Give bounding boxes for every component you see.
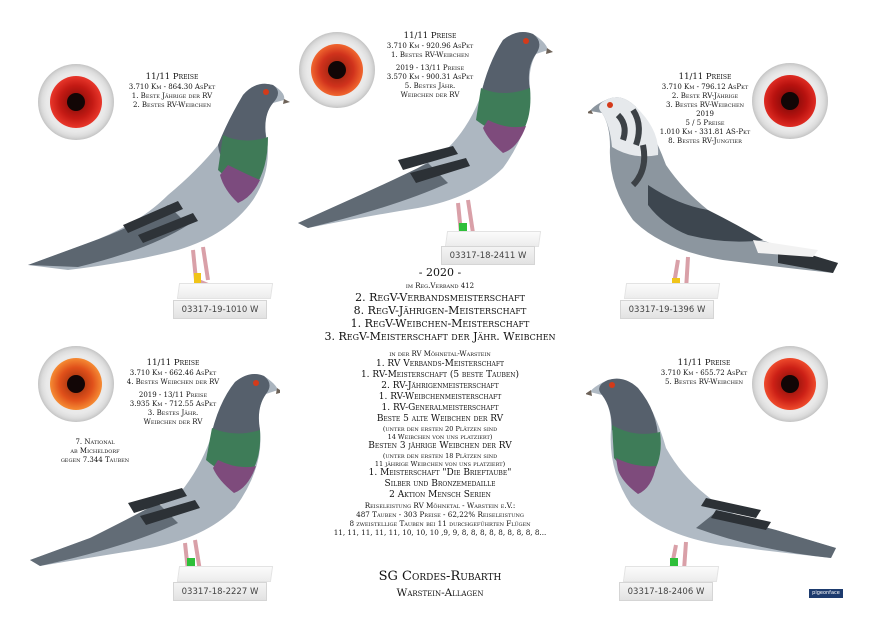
pigeon-3-ring-plate: 03317-19-1396 W (620, 300, 714, 319)
footer-line: Reiseleistung RV Möhnetal - Warstein e.V.: (364, 501, 516, 510)
pigeon-2-title: 11/11 Preise (403, 31, 457, 41)
pigeon-4-line: 4. Bestes Weibchen der RV (126, 378, 220, 386)
footer-line: 8 zweistellige Tauben bei 11 durchgeführten Flügen (349, 519, 531, 528)
pigeon-1-image (28, 75, 290, 305)
pigeon-3-line: 3. Bestes RV-Weibchen (666, 101, 744, 109)
pigeon-1-title: 11/11 Preise (145, 72, 199, 82)
pigeon-4-line: 2019 - 13/11 Preise (138, 391, 208, 399)
national-line: gegen 7.344 Tauben (60, 456, 130, 464)
pigeon-1-line: 1. Beste Jährige der RV (131, 92, 213, 100)
pigeon-4-line: 3.935 Km - 712.55 AsPkt (129, 400, 217, 408)
pigeon-1-ring-plate: 03317-19-1010 W (173, 300, 267, 319)
pigeon-4-line: Weibchen der RV (143, 418, 203, 426)
pigeon-5-ring-plate: 03317-18-2406 W (619, 582, 713, 601)
pigeon-5-image (586, 370, 836, 575)
pigeon-4-image (30, 368, 280, 578)
pigeon-2-line: 2019 - 13/11 Preise (395, 64, 465, 72)
pigeon-1-line: 2. Bestes RV-Weibchen (133, 101, 211, 109)
footer-line: 487 Tauben - 303 Preise - 62,22% Reiseleistung (356, 510, 524, 519)
pigeon-3-line: 5 / 5 Preise (685, 119, 725, 127)
best5-line: Beste 5 alte Weibchen der RV (376, 414, 504, 424)
year-heading: - 2020 - (418, 266, 462, 279)
pigeon-3-line: 3.710 Km - 796.12 AsPkt (661, 83, 749, 91)
pigeon-2-line: Weibchen der RV (400, 91, 460, 99)
pigeon-5-title: 11/11 Preise (677, 358, 731, 368)
pigeon-5-plate-top (623, 566, 719, 582)
reg-line: 1. RegV-Weibchen-Meisterschaft (350, 317, 530, 330)
pigeon-3-line: 8. Bestes RV-Jungtier (668, 137, 742, 145)
brieftaube-line: 1. Meisterschaft "Die Brieftaube" (368, 468, 512, 478)
pigeon-5-line: 3.710 Km - 655.72 AsPkt (660, 369, 748, 377)
reg-line: 3. RegV-Meisterschaft der Jähr. Weibchen (324, 330, 556, 343)
aktion-line: 2 Aktion Mensch Serien (389, 490, 491, 500)
rv-line: 2. RV-Jährigenmeisterschaft (381, 381, 499, 391)
pigeon-2-line: 3.570 Km - 900.31 AsPkt (386, 73, 474, 81)
best5-note: 14 Weibchen von uns platziert) (387, 433, 493, 441)
club-name: SG Cordes-Rubarth (378, 569, 502, 584)
pigeon-5-line: 5. Bestes RV-Weibchen (665, 378, 743, 386)
best3-note: 11 jährige Weibchen von uns platziert) (374, 460, 506, 468)
pigeon-4-line: 3. Bestes Jähr. (147, 409, 199, 417)
pigeon-4-title: 11/11 Preise (146, 358, 200, 368)
rv-line: 1. RV Verbands-Meisterschaft (375, 359, 505, 369)
best3-line: Besten 3 jährige Weibchen der RV (368, 441, 512, 451)
national-line: ab Micheldorf (70, 447, 120, 455)
reg-intro: im Reg.Verband 412 (405, 282, 475, 290)
pigeon-2-image (298, 28, 553, 238)
medal-line: Silber und Bronzemedaille (384, 479, 496, 489)
best3-note: (unter den ersten 18 Plätzen sind (382, 452, 498, 460)
pigeon-3-title: 11/11 Preise (678, 72, 732, 82)
pigeon-2-line: 5. Bestes Jähr. (404, 82, 456, 90)
rv-line: 1. RV-Weibchenmeisterschaft (378, 392, 502, 402)
pigeon-4-plate-top (177, 566, 273, 582)
club-place: Warstein-Allagen (396, 587, 484, 599)
national-line: 7. National (75, 438, 115, 446)
pigeon-3-line: 1.010 Km - 331.81 AS-Pkt (659, 128, 751, 136)
rv-line: 1. RV-Meisterschaft (5 beste Tauben) (360, 370, 520, 380)
pigeon-3-plate-top (624, 283, 720, 299)
reg-line: 2. RegV-Verbandsmeisterschaft (355, 291, 525, 304)
achievements-block (295, 266, 585, 537)
pigeon-1-plate-top (177, 283, 273, 299)
pigeon-2-line: 1. Bestes RV-Weibchen (391, 51, 469, 59)
pigeon-2-ring-plate: 03317-18-2411 W (441, 246, 535, 265)
pigeon-1-line: 3.710 Km - 864.30 AsPkt (128, 83, 216, 91)
pigeon-2-line: 3.710 Km - 920.96 AsPkt (386, 42, 474, 50)
pigeon-4-ring-plate: 03317-18-2227 W (173, 582, 267, 601)
pigeon-2-plate-top (445, 231, 541, 247)
reg-line: 8. RegV-Jährigen-Meisterschaft (353, 304, 527, 317)
pigeon-3-line: 2019 (696, 110, 714, 118)
rv-intro: in der RV Möhnetal-Warstein (389, 350, 491, 358)
footer-line: 11, 11, 11, 11, 11, 10, 10, 10 ,9, 9, 8, 8, 8, 8, 8, 8, 8, 8, 8... (333, 528, 547, 537)
rv-line: 1. RV-Generalmeisterschaft (381, 403, 499, 413)
pigeonface-logo: pigeonface (809, 589, 843, 598)
best5-note: (unter den ersten 20 Plätzen sind (382, 425, 498, 433)
pigeon-3-line: 2. Beste RV-Jährige (671, 92, 739, 100)
pigeon-3-image (588, 85, 838, 300)
pigeon-4-line: 3.710 Km - 662.46 AsPkt (129, 369, 217, 377)
